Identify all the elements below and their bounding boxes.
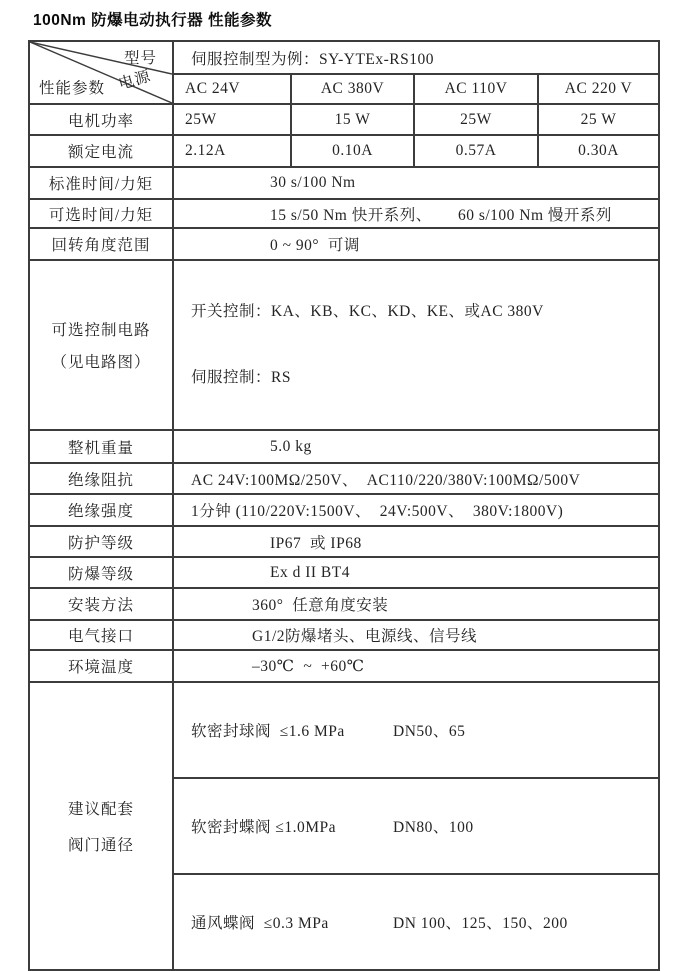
rated-current-ac110v: 0.57A [414,135,538,167]
row-label-installation: 安装方法 [29,588,173,620]
row-label-insulation-resistance: 绝缘阻抗 [29,463,173,494]
row-label-control-circuit [29,260,173,430]
row-label-recommended-valves [29,682,173,970]
recommended-valves-label-line2: 阀门通径 [67,837,134,854]
motor-power-ac110v: 25W [414,104,538,135]
valve-butterfly-dn: DN80、100 [393,819,474,836]
row-label-optional-time-torque: 可选时间/力矩 [29,199,173,228]
rotation-angle-value: 0 ~ 90° 可调 [173,228,659,260]
valve-ball-spec: 软密封球阀 ≤1.6 MPa [191,723,345,740]
ambient-temperature-value: –30℃ ~ +60℃ [173,650,659,682]
table-row [29,228,659,260]
table-row [29,620,659,650]
table-row [29,526,659,557]
control-circuit-servo-line: 伺服控制：RS [191,369,291,386]
protection-grade-value: IP67 或 IP68 [173,526,659,557]
valve-row-butterfly [173,778,659,874]
insulation-resistance-value: AC 24V:100MΩ/250V、 AC110/220/380V:100MΩ/500V [173,463,659,494]
servo-example-cell: 伺服控制型为例：SY-YTEx-RS100 [173,41,659,74]
row-label-rated-current: 额定电流 [29,135,173,167]
valve-butterfly-spec: 软密封蝶阀 ≤1.0MPa [191,819,337,836]
control-circuit-switch-line: 开关控制：KA、KB、KC、KD、KE、或AC 380V [191,303,544,320]
spec-table [28,40,660,971]
table-row [29,135,659,167]
voltage-header-ac380v: AC 380V [291,74,414,104]
electrical-interface-value: G1/2防爆堵头、电源线、信号线 [173,620,659,650]
row-label-protection-grade: 防护等级 [29,526,173,557]
installation-value: 360° 任意角度安装 [173,588,659,620]
voltage-header-ac24v: AC 24V [173,74,291,104]
row-label-motor-power: 电机功率 [29,104,173,135]
table-row [29,494,659,526]
voltage-header-ac110v: AC 110V [414,74,538,104]
control-circuit-value [173,260,659,430]
explosion-grade-value: Ex d II BT4 [173,557,659,588]
weight-value: 5.0 kg [173,430,659,463]
table-row [29,557,659,588]
table-row [29,104,659,135]
row-label-insulation-strength: 绝缘强度 [29,494,173,526]
table-row [29,463,659,494]
voltage-header-ac220v: AC 220 V [538,74,659,104]
table-row [29,260,659,430]
rated-current-ac24v: 2.12A [173,135,291,167]
row-label-ambient-temperature: 环境温度 [29,650,173,682]
control-circuit-label-line2: （见电路图） [51,354,151,371]
insulation-strength-value: 1分钟 (110/220V:1500V、 24V:500V、 380V:1800V) [173,494,659,526]
valve-ventilation-dn: DN 100、125、150、200 [393,915,568,932]
valve-row-ventilation [173,874,659,970]
table-row [29,650,659,682]
page-title: 100Nm 防爆电动执行器 性能参数 [33,12,272,29]
motor-power-ac220v: 25 W [538,104,659,135]
rated-current-ac380v: 0.10A [291,135,414,167]
row-label-weight: 整机重量 [29,430,173,463]
corner-header-cell [29,41,173,104]
row-label-rotation-angle: 回转角度范围 [29,228,173,260]
motor-power-ac24v: 25W [173,104,291,135]
control-circuit-label-line1: 可选控制电路 [51,322,151,339]
valve-ventilation-spec: 通风蝶阀 ≤0.3 MPa [191,915,329,932]
row-label-explosion-grade: 防爆等级 [29,557,173,588]
table-row [29,167,659,199]
table-row [29,588,659,620]
corner-label-power: 电源 [116,67,154,94]
row-label-standard-time-torque: 标准时间/力矩 [29,167,173,199]
corner-label-params: 性能参数 [39,80,106,97]
table-row [29,682,659,778]
row-label-electrical-interface: 电气接口 [29,620,173,650]
standard-time-torque-value: 30 s/100 Nm [173,167,659,199]
rated-current-ac220v: 0.30A [538,135,659,167]
valve-row-ball [173,682,659,778]
corner-label-model: 型号 [123,50,157,67]
table-row [29,199,659,228]
table-row [29,430,659,463]
valve-ball-dn: DN50、65 [393,723,466,740]
optional-time-torque-value: 15 s/50 Nm 快开系列、 60 s/100 Nm 慢开系列 [173,199,659,228]
motor-power-ac380v: 15 W [291,104,414,135]
recommended-valves-label-line1: 建议配套 [67,801,134,818]
